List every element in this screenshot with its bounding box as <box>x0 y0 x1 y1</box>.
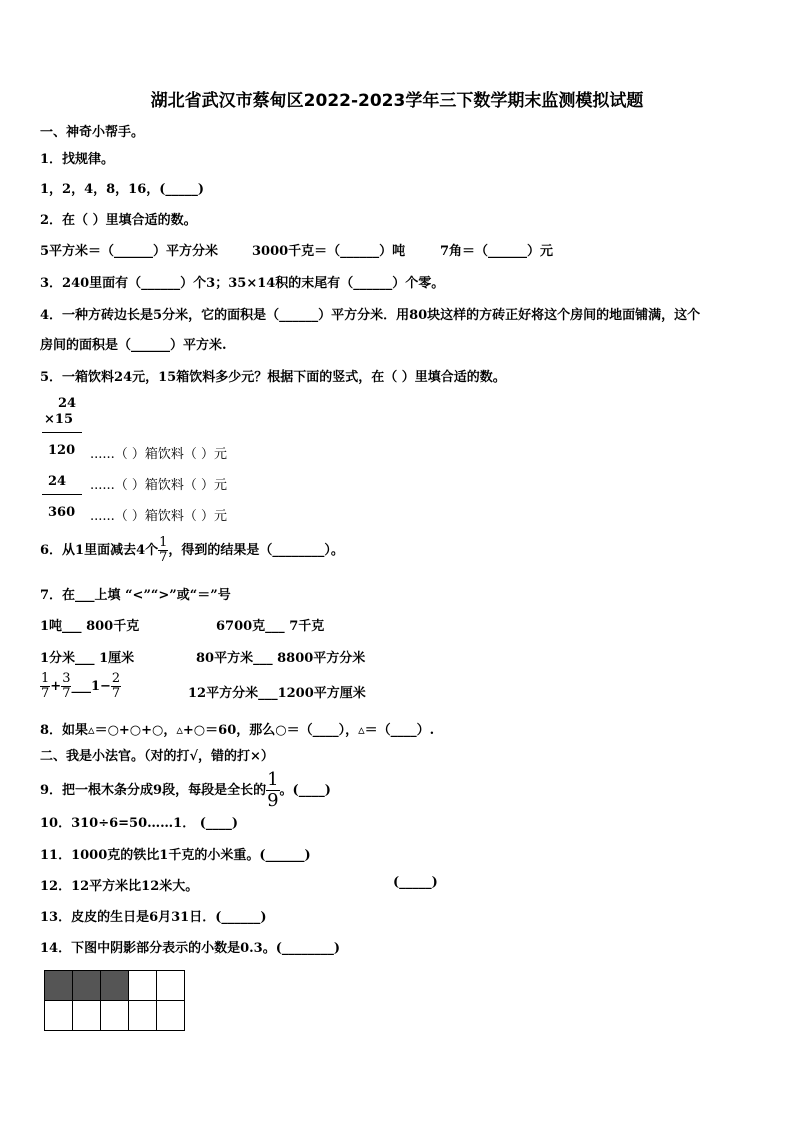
vertical-row-2: 24 <box>48 474 67 489</box>
grid-cell <box>129 971 157 1001</box>
vertical-rule-2 <box>42 494 82 495</box>
grid-cell <box>45 1001 73 1031</box>
grid-cell-shaded <box>73 971 101 1001</box>
question-7-part-d: 80平方米___ 8800平方分米 <box>196 651 366 666</box>
page-title: 湖北省武汉市蔡甸区2022-2023学年三下数学期末监测模拟试题 <box>150 91 644 111</box>
section-heading-1: 一、神奇小帮手。 <box>40 125 145 140</box>
question-2-part-b: 3000千克＝（______）吨 <box>252 244 406 259</box>
grid-cell <box>129 1001 157 1031</box>
question-1-sequence: 1，2，4，8，16，(_____) <box>40 182 205 197</box>
section-heading-2: 二、我是小法官。（对的打√，错的打×） <box>40 749 274 764</box>
fraction-3-7: $\frac{3}{7}$ <box>62 671 71 701</box>
question-13: 13．皮皮的生日是6月31日．(______) <box>40 910 267 925</box>
compare-blank: ___1− <box>71 679 111 694</box>
question-6 <box>40 536 344 565</box>
grid-cell <box>157 1001 185 1031</box>
grid-cell <box>157 971 185 1001</box>
question-7-part-c: 1分米___ 1厘米 <box>40 651 135 666</box>
question-5: 5．一箱饮料24元，15箱饮料多少元？根据下面的竖式，在（ ）里填合适的数。 <box>40 370 506 385</box>
grid-cell <box>73 1001 101 1031</box>
question-8: 8．如果▵＝○+○+○，▵+○＝60，那么○＝（____），▵＝（____）. <box>40 723 435 738</box>
vertical-row-3-text: ......（ ）箱饮料（ ）元 <box>90 509 228 524</box>
question-3: 3．240里面有（______）个3；35×14积的末尾有（______）个零。 <box>40 276 445 291</box>
question-12: 12．12平方米比12米大。 <box>40 879 199 894</box>
question-4-line-1: 4．一种方砖边长是5分米，它的面积是（______）平方分米．用80块这样的方砖正好将这个房间的地面铺满，这个 <box>40 308 701 323</box>
question-9 <box>40 770 331 811</box>
plus-sign: + <box>50 679 62 694</box>
question-7-part-e <box>40 672 121 701</box>
vertical-row-1: 120 <box>48 443 76 458</box>
question-11: 11．1000克的铁比1千克的小米重。(______) <box>40 848 311 863</box>
question-9-prefix: 9．把一根木条分成9段，每段是全长的 <box>40 783 267 798</box>
question-6-prefix: 6．从1里面减去4个 <box>40 543 159 558</box>
grid-cell-shaded <box>45 971 73 1001</box>
question-6-suffix: ，得到的结果是（________）。 <box>168 543 344 558</box>
question-7-part-b: 6700克___ 7千克 <box>216 619 325 634</box>
question-1: 1．找规律。 <box>40 152 115 167</box>
fraction-1-7: $\frac{1}{7}$ <box>41 671 50 701</box>
grid-cell <box>101 1001 129 1031</box>
question-7-part-f: 12平方分米___1200平方厘米 <box>188 686 366 701</box>
vertical-rule-1 <box>42 432 82 433</box>
question-2-part-c: 7角＝（______）元 <box>440 244 554 259</box>
fraction-one-ninth: $\frac{1}{9}$ <box>267 769 279 811</box>
grid-cell-shaded <box>101 971 129 1001</box>
question-14: 14．下图中阴影部分表示的小数是0.3。(________) <box>40 941 341 956</box>
vertical-multiplier: ×15 <box>44 412 73 427</box>
question-12-answer: (_____) <box>393 875 438 890</box>
question-10: 10．310÷6=50……1． (____) <box>40 816 239 831</box>
fraction-2-7: $\frac{2}{7}$ <box>111 671 121 701</box>
question-4-line-2: 房间的面积是（______）平方米. <box>40 338 227 353</box>
question-9-suffix: 。(____) <box>279 783 331 798</box>
question-2-part-a: 5平方米＝（______）平方分米 <box>40 244 219 259</box>
question-7: 7．在___上填 “<”“>”或“＝”号 <box>40 588 231 603</box>
question-2: 2．在（ ）里填合适的数。 <box>40 213 197 228</box>
fraction-one-seventh: $\frac{1}{7}$ <box>159 535 168 565</box>
question-7-part-a: 1吨___ 800千克 <box>40 619 140 634</box>
vertical-row-3: 360 <box>48 505 76 520</box>
vertical-row-1-text: ......（ ）箱饮料（ ）元 <box>90 447 228 462</box>
vertical-multiplicand: 24 <box>58 396 77 411</box>
vertical-row-2-text: ......（ ）箱饮料（ ）元 <box>90 478 228 493</box>
shaded-grid <box>44 970 185 1031</box>
